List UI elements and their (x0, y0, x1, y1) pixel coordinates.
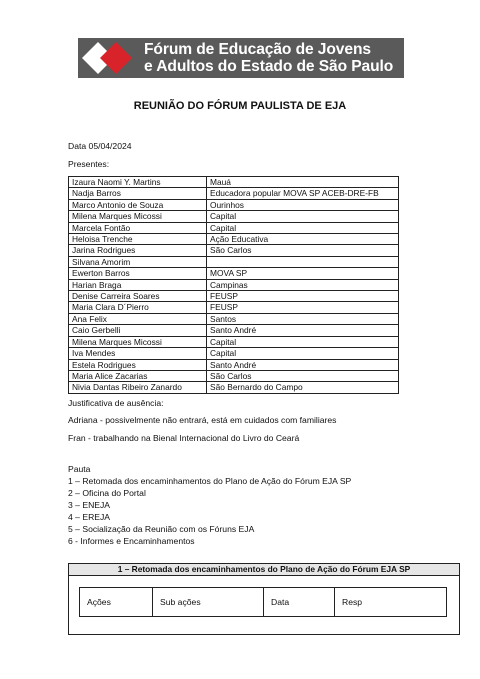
document-title: REUNIÃO DO FÓRUM PAULISTA DE EJA (133, 100, 347, 112)
agenda-item: 3 – ENEJA (68, 500, 111, 510)
attendee-place: Santos (207, 313, 399, 324)
agenda-item: 4 – EREJA (68, 512, 111, 522)
attendee-place: Capital (207, 348, 399, 359)
attendee-name: Milena Marques Micossi (69, 336, 207, 347)
attendee-name: Jarina Rodrigues (69, 245, 207, 256)
attendee-place: Campinas (207, 279, 399, 290)
attendee-place: FEUSP (207, 302, 399, 313)
banner-line-2: e Adultos do Estado de São Paulo (144, 58, 394, 75)
attendee-place: Capital (207, 336, 399, 347)
agenda-item: 2 – Oficina do Portal (68, 488, 146, 498)
agenda-item: 5 – Socialização da Reunião com os Fóruns EJA (68, 524, 255, 534)
attendee-row (69, 199, 399, 210)
attendee-name: Heloisa Trenche (69, 234, 207, 245)
attendee-place: Mauá (207, 177, 399, 188)
attendee-place: São Carlos (207, 245, 399, 256)
attendee-name: Iva Mendes (69, 348, 207, 359)
attendee-place: Santo André (207, 359, 399, 370)
attendee-place: Ação Educativa (207, 234, 399, 245)
attendee-row (69, 382, 399, 393)
attendee-place (207, 256, 399, 267)
presentes-label: Presentes: (68, 159, 110, 169)
column-header-data: Data (264, 588, 335, 617)
attendee-row (69, 211, 399, 222)
attendee-name: Ewerton Barros (69, 268, 207, 279)
agenda-item: 6 - Informes e Encaminhamentos (68, 536, 195, 546)
attendee-place: Capital (207, 211, 399, 222)
attendee-name: Marco Antonio de Souza (69, 199, 207, 210)
attendee-row (69, 177, 399, 188)
attendee-place: Santo André (207, 325, 399, 336)
banner-title (140, 41, 393, 75)
section-1-box (68, 563, 460, 635)
attendee-name: Estela Rodrigues (69, 359, 207, 370)
agenda-label: Pauta (68, 464, 91, 474)
attendee-row (69, 188, 399, 199)
actions-table (79, 587, 447, 617)
absence-label: Justificativa de ausência: (68, 398, 164, 408)
absence-item: Adriana - possivelmente não entrará, está em cuidados com familiares (68, 415, 337, 425)
banner-line-1: Fórum de Educação de Jovens (144, 41, 371, 58)
attendee-row (69, 336, 399, 347)
attendee-name: Silvana Amorim (69, 256, 207, 267)
attendee-name: Harian Braga (69, 279, 207, 290)
attendee-place: Ourinhos (207, 199, 399, 210)
attendee-name: Maria Alice Zacarias (69, 370, 207, 381)
attendee-row (69, 291, 399, 302)
agenda-item: 1 – Retomada dos encaminhamentos do Plano de Ação do Fórum EJA SP (68, 476, 352, 486)
attendees-table (68, 176, 399, 394)
attendee-row (69, 256, 399, 267)
attendee-row (69, 370, 399, 381)
attendee-row (69, 313, 399, 324)
attendee-name: Denise Carreira Soares (69, 291, 207, 302)
attendee-place: FEUSP (207, 291, 399, 302)
attendee-place: MOVA SP (207, 268, 399, 279)
attendee-row (69, 234, 399, 245)
attendee-name: Caio Gerbelli (69, 325, 207, 336)
attendee-name: Maria Clara D´Pierro (69, 302, 207, 313)
forum-logo-icon (78, 38, 140, 78)
attendee-place: Educadora popular MOVA SP ACEB-DRE-FB (207, 188, 399, 199)
forum-banner (78, 38, 404, 78)
attendee-name: Ana Felix (69, 313, 207, 324)
attendee-row (69, 245, 399, 256)
attendee-name: Marcela Fontão (69, 222, 207, 233)
attendee-name: Milena Marques Micossi (69, 211, 207, 222)
attendee-name: Nivia Dantas Ribeiro Zanardo (69, 382, 207, 393)
attendee-row (69, 348, 399, 359)
absence-item: Fran - trabalhando na Bienal Internacional do Livro do Ceará (68, 433, 300, 443)
column-header-resp: Resp (335, 588, 447, 617)
attendee-place: Capital (207, 222, 399, 233)
attendee-place: São Bernardo do Campo (207, 382, 399, 393)
section-1-heading: 1 – Retomada dos encaminhamentos do Plano de Ação do Fórum EJA SP (69, 564, 459, 576)
attendee-row (69, 222, 399, 233)
meeting-date: Data 05/04/2024 (68, 141, 132, 151)
attendee-name: Nadja Barros (69, 188, 207, 199)
attendee-name: Izaura Naomi Y. Martins (69, 177, 207, 188)
attendee-row (69, 268, 399, 279)
attendee-row (69, 279, 399, 290)
column-header-acoes: Ações (80, 588, 153, 617)
attendee-row (69, 302, 399, 313)
attendee-place: São Carlos (207, 370, 399, 381)
column-header-sub-acoes: Sub ações (153, 588, 264, 617)
attendee-row (69, 359, 399, 370)
attendee-row (69, 325, 399, 336)
